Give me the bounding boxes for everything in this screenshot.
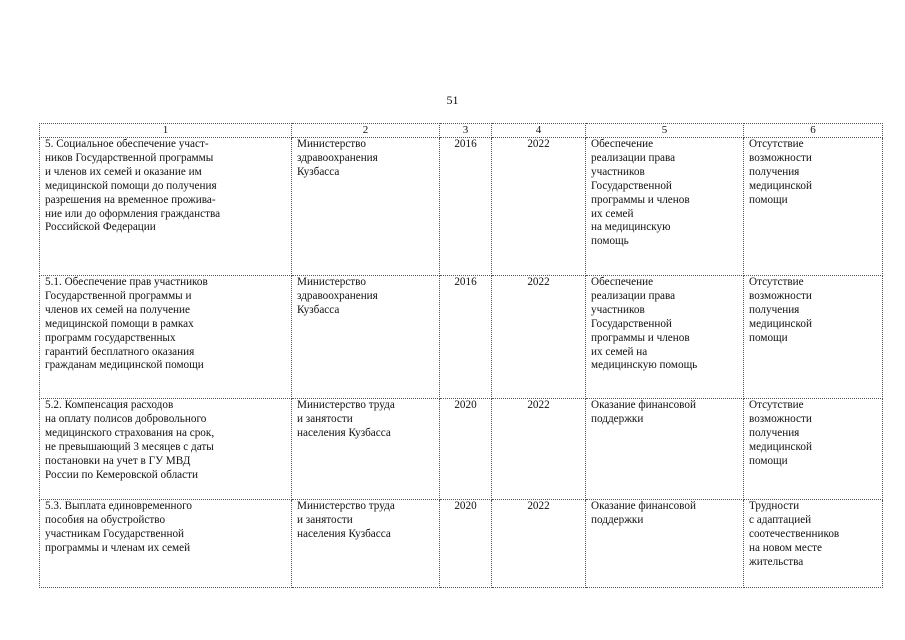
column-header: 2 — [292, 124, 440, 138]
consequence-cell: Отсутствие возможности получения медицинской помощи — [749, 399, 812, 467]
measure-cell: 5.2. Компенсация расходов на оплату полисов добровольного медицинского страхования на срок, не превышающий 3 месяцев с даты постановки на учет в ГУ МВД России по Кемеровской области — [45, 399, 215, 481]
measure-cell: 5.1. Обеспечение прав участников Государственной программы и членов их семей на получение медицинской помощи в рамках программ государственных гарантий бесплатного оказания гражданам медицинской помощи — [45, 276, 208, 372]
measure-cell: 5. Социальное обеспечение участ- ников Государственной программы и членов их семей и оказание им медицинской помощи до получения разрешения на временное прожива- ние или до оформления гражданства Российской Федерации — [45, 138, 221, 234]
consequence-cell: Отсутствие возможности получения медицинской помощи — [749, 276, 812, 344]
result-cell: Обеспечение реализации права участников Государственной программы и членов их семей на медицинскую помощь — [591, 276, 698, 372]
table-row — [40, 500, 883, 588]
column-header: 6 — [744, 124, 883, 138]
end-year-cell: 2022 — [527, 276, 550, 288]
end-year-cell: 2022 — [527, 399, 550, 411]
column-header: 1 — [40, 124, 292, 138]
table-row — [40, 399, 883, 500]
end-year-cell: 2022 — [527, 138, 550, 150]
executor-cell: Министерство труда и занятости населения Кузбасса — [297, 500, 395, 540]
column-header: 3 — [440, 124, 492, 138]
start-year-cell: 2016 — [454, 138, 477, 150]
result-cell: Обеспечение реализации права участников Государственной программы и членов их семей на медицинскую помощь — [591, 138, 690, 248]
end-year-cell: 2022 — [527, 500, 550, 512]
measures-table — [39, 123, 883, 588]
consequence-cell: Трудности с адаптацией соотечественников на новом месте жительства — [749, 500, 840, 568]
column-header: 4 — [492, 124, 586, 138]
column-header: 5 — [586, 124, 744, 138]
start-year-cell: 2020 — [454, 399, 477, 411]
executor-cell: Министерство труда и занятости населения Кузбасса — [297, 399, 395, 439]
measure-cell: 5.3. Выплата единовременного пособия на обустройство участникам Государственной программы и членам их семей — [45, 500, 193, 554]
start-year-cell: 2016 — [454, 276, 477, 288]
executor-cell: Министерство здравоохранения Кузбасса — [297, 276, 378, 316]
consequence-cell: Отсутствие возможности получения медицинской помощи — [749, 138, 812, 206]
result-cell: Оказание финансовой поддержки — [591, 399, 696, 425]
table-row — [40, 276, 883, 399]
page-number: 51 — [446, 93, 459, 107]
result-cell: Оказание финансовой поддержки — [591, 500, 696, 526]
table-header-row — [40, 124, 883, 138]
table-row — [40, 138, 883, 276]
executor-cell: Министерство здравоохранения Кузбасса — [297, 138, 378, 178]
start-year-cell: 2020 — [454, 500, 477, 512]
